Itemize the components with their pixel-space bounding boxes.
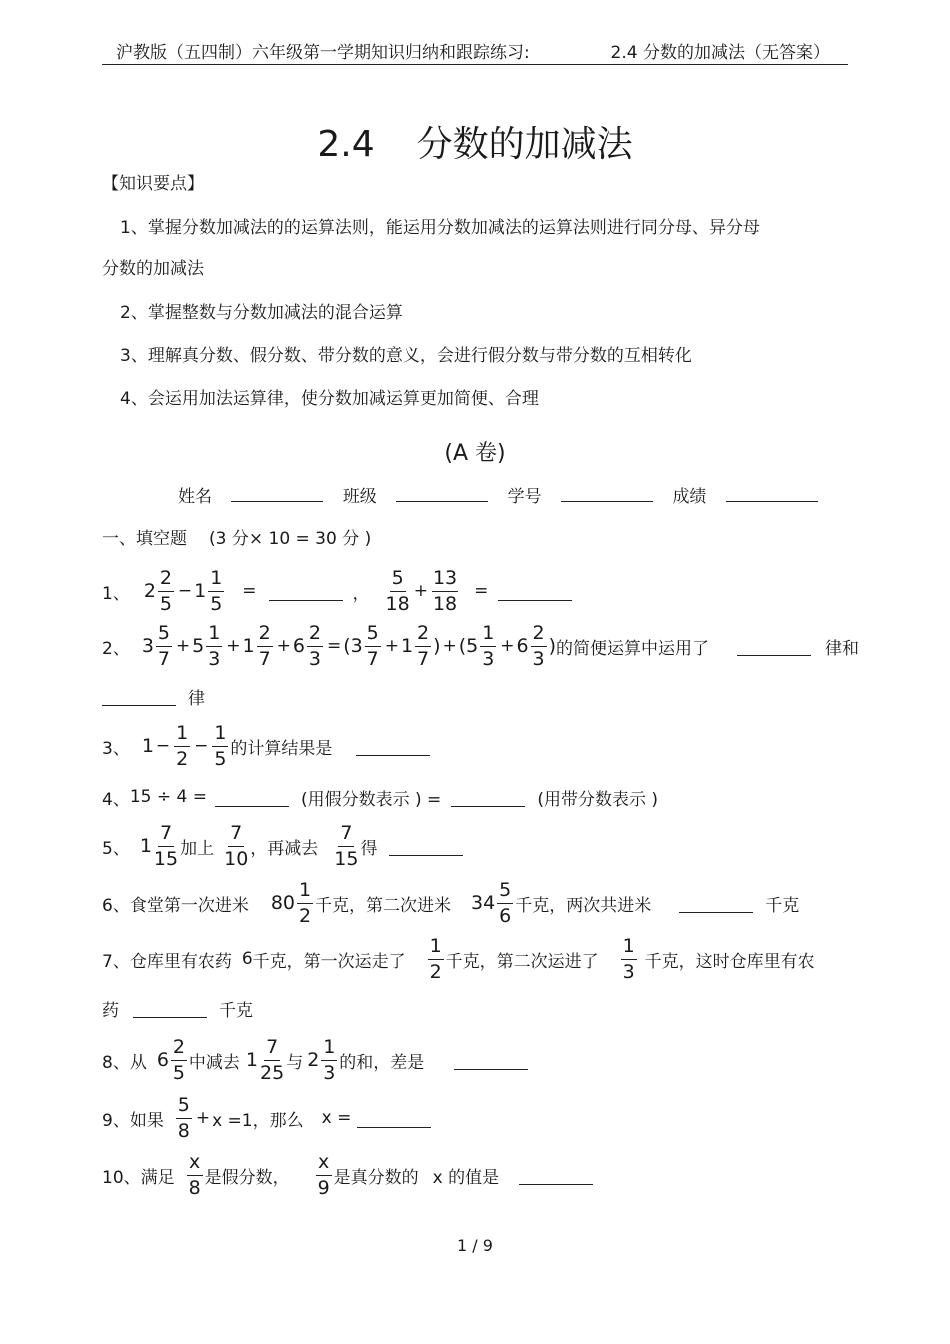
title-text: 分数的加减法 xyxy=(416,124,633,165)
question-1: 1、 2 2 5 − 1 1 5 = ， 5 18 + $\frac{13}{18}$ = xyxy=(102,561,580,621)
question-5: 5、 1 7 15 加上 7 10 ，再减去 7 15 得 xyxy=(102,816,463,876)
knowledge-point-1-cont: 分数的加减法 xyxy=(102,259,204,279)
q5-blank[interactable] xyxy=(389,837,463,856)
q7-blank[interactable] xyxy=(133,999,207,1018)
q2-blank-1[interactable] xyxy=(737,637,811,656)
knowledge-point-2: 2、掌握整数与分数加减法的混合运算 xyxy=(120,303,403,323)
header-right: 2.4 分数的加减法（无答案） xyxy=(610,43,830,63)
section-title: (A 卷) xyxy=(444,441,506,466)
knowledge-point-1: 1、掌握分数加减法的的运算法则，能运用分数加减法的运算法则进行同分母、异分母 xyxy=(120,218,760,238)
q1-blank-2[interactable] xyxy=(498,582,572,601)
student-info-row: 姓名 班级 学号 成绩 xyxy=(178,483,832,509)
name-blank[interactable] xyxy=(231,483,323,502)
score-blank[interactable] xyxy=(726,483,818,502)
question-7-cont: 药 千克 xyxy=(102,1000,253,1021)
question-10: 10、 满足 x 8 是假分数， x 9 是真分数的 x 的值是 xyxy=(102,1145,593,1205)
question-9: 9、 如果 5 8 + x =1，那么 x = xyxy=(102,1088,431,1148)
knowledge-point-4: 4、会运用加法运算律，使分数加减运算更加简便、合理 xyxy=(120,389,539,409)
knowledge-heading: 【知识要点】 xyxy=(102,174,204,194)
q4-blank-1[interactable] xyxy=(215,788,289,807)
page-header xyxy=(102,38,848,65)
question-3: 3、 1 − $\frac{1}{2}$ − $\frac{1}{5}$ 的计算结果是 xyxy=(102,716,430,776)
q3-blank[interactable] xyxy=(356,737,430,756)
question-6: 6、 食堂第一次进米 80 1 2 千克，第二次进米 34 5 6 千克，两次共进米 千克 xyxy=(102,878,800,927)
part1-heading: 一、填空题 (3 分× 10 = 30 分 ) xyxy=(102,529,372,549)
class-blank[interactable] xyxy=(396,483,488,502)
header-left: 沪教版（五四制）六年级第一学期知识归纳和跟踪练习: xyxy=(116,43,530,63)
question-2-cont: 律 xyxy=(102,666,205,726)
q9-blank[interactable] xyxy=(357,1109,431,1128)
question-8: 8、 从 6 2 5 中减去 1 7 25 与 2 1 3 的和，差是 xyxy=(102,1030,528,1090)
knowledge-point-3: 3、理解真分数、假分数、带分数的意义，会进行假分数与带分数的互相转化 xyxy=(120,346,692,366)
question-7: 7、 仓库里有农药 6 千克，第一次运走了 1 2 千克，第二次运进了 1 3 千克，这时仓库里有农 xyxy=(102,934,815,983)
q10-blank[interactable] xyxy=(519,1166,593,1185)
question-2: 2、 3 5 7 + 5 1 3 + 1 2 7 + 6 $\frac{2}{3}$ = (3 5 7 + 1 2 7 ) + (5 1 3 + 6 2 3 ) 的简便运算中运用了 律和 xyxy=(102,621,860,670)
title-number: 2.4 xyxy=(317,124,375,165)
question-4: 4、 15 ÷ 4 = (用假分数表示 ) = (用带分数表示 ) xyxy=(102,787,658,810)
q4-blank-2[interactable] xyxy=(451,788,525,807)
q1-blank-1[interactable] xyxy=(269,582,343,601)
id-blank[interactable] xyxy=(561,483,653,502)
q8-blank[interactable] xyxy=(454,1051,528,1070)
q6-blank[interactable] xyxy=(679,894,753,913)
page-title xyxy=(0,116,950,167)
page-number: 1 / 9 xyxy=(457,1236,493,1255)
q2-blank-2[interactable] xyxy=(102,687,176,706)
